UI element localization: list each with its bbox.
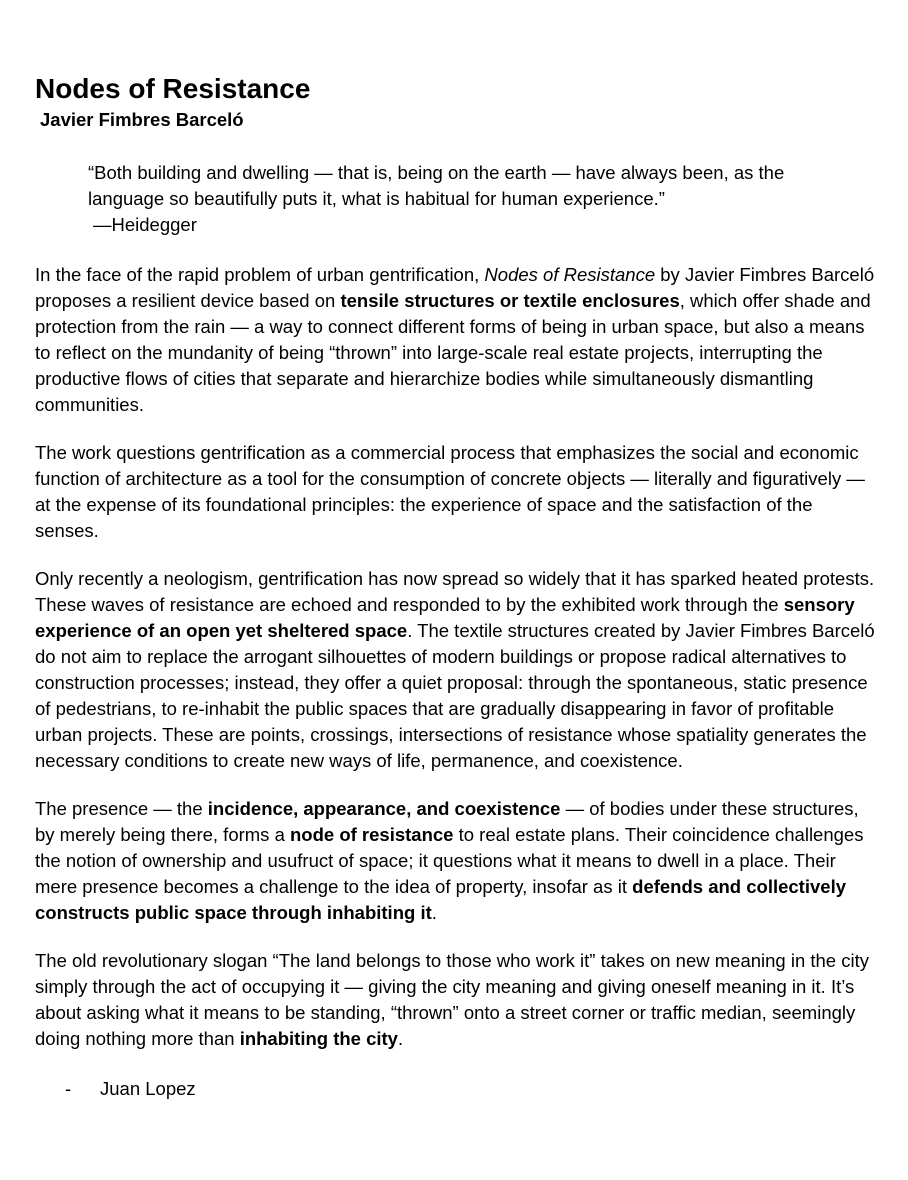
- p4-text-3: to real estate plans. Their coincidence challenges the notion of ownership and usufruct of space; it questions what it means to dwell in a place. Their mere presence becomes a challenge to the idea of property, insofar as it: [35, 824, 864, 897]
- document-page: [35, 72, 875, 1102]
- epigraph-quote: [88, 160, 828, 238]
- paragraph-5: [35, 948, 875, 1052]
- paragraph-1: [35, 262, 875, 418]
- p4-text-1: The presence — the: [35, 798, 208, 819]
- p4-bold-3: defends and collectively constructs public space through inhabiting it: [35, 876, 846, 923]
- p1-text-2: by Javier Fimbres Barceló proposes a resilient device based on: [35, 264, 875, 311]
- p1-bold-1: tensile structures or textile enclosures: [340, 290, 680, 311]
- p5-bold-1: inhabiting the city: [239, 1028, 398, 1049]
- author-name: Javier Fimbres Barceló: [40, 109, 244, 130]
- paragraph-4: [35, 796, 875, 926]
- p4-bold-2: node of resistance: [290, 824, 454, 845]
- p4-text-2: — of bodies under these structures, by merely being there, forms a: [35, 798, 859, 845]
- signoff-name: Juan Lopez: [100, 1078, 196, 1099]
- p4-text-4: .: [431, 902, 437, 923]
- epigraph-text: “Both building and dwelling — that is, being on the earth — have always been, as the language so beautifully puts it, what is habitual for human experience.”: [88, 162, 785, 209]
- p1-italic-title: Nodes of Resistance: [484, 264, 656, 285]
- signoff-bullet: -: [65, 1078, 72, 1099]
- p4-bold-1: incidence, appearance, and coexistence: [207, 798, 561, 819]
- p2-text-1: The work questions gentrification as a commercial process that emphasizes the social and economic function of architecture as a tool for the consumption of concrete objects — literally and figuratively — at the expense of its foundational principles: the experience of space and the satisfaction of the senses.: [35, 442, 865, 541]
- p5-text-2: .: [397, 1028, 404, 1049]
- p1-text-1: In the face of the rapid problem of urban gentrification,: [35, 264, 485, 285]
- p5-text-1: The old revolutionary slogan “The land belongs to those who work it” takes on new meaning in the city simply through the act of occupying it — giving the city meaning and giving oneself meaning in it. It’s about asking what it means to be standing, “thrown” onto a street corner or traffic median, seemingly doing nothing more than: [35, 950, 869, 1049]
- epigraph-attribution: —Heidegger: [93, 214, 197, 235]
- p3-bold-1: sensory experience of an open yet sheltered space: [35, 594, 855, 641]
- signoff: [65, 1076, 875, 1102]
- document-title: Nodes of Resistance: [35, 73, 311, 104]
- paragraph-2: [35, 440, 875, 544]
- p3-text-2: . The textile structures created by Javier Fimbres Barceló do not aim to replace the arrogant silhouettes of modern buildings or propose radical alternatives to construction processes; instead, they offer a quiet proposal: through the spontaneous, static presence of pedestrians, to re-inhabit the public spaces that are gradually disappearing in favor of profitable urban projects. These are points, crossings, intersections of resistance whose spatiality generates the necessary conditions to create new ways of life, permanence, and coexistence.: [35, 620, 875, 771]
- p1-text-3: , which offer shade and protection from the rain — a way to connect different forms of being in urban space, but also a means to reflect on the mundanity of being “thrown” into large-scale real estate projects, interrupting the productive flows of cities that separate and hierarchize bodies while simultaneously dismantling communities.: [35, 290, 871, 415]
- paragraph-3: [35, 566, 875, 774]
- p3-text-1: Only recently a neologism, gentrification has now spread so widely that it has sparked heated protests. These waves of resistance are echoed and responded to by the exhibited work through the: [35, 568, 875, 615]
